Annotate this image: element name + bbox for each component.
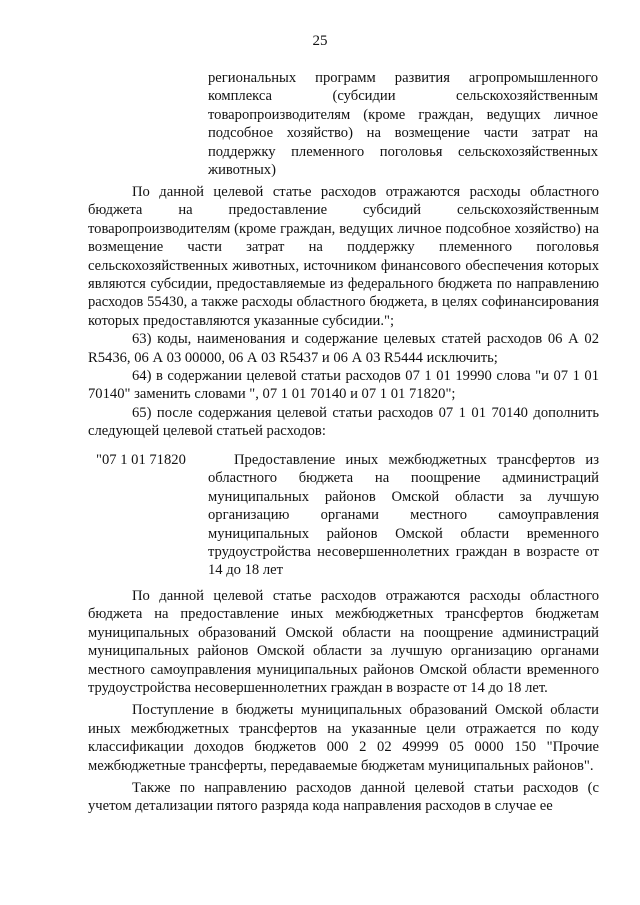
- lower-paragraph-1: По данной целевой статье расходов отражаются расходы областного бюджета на предоставление иных межбюджетных трансфертов бюджетам муниципальных образований Омской области на поощрение администраций муниципальных районов Омской области за лучшую организацию органами местного самоуправления муниципальных районов Омской области временного трудоустройства несовершеннолетних граждан в возрасте от 14 до 18 лет.: [88, 588, 599, 697]
- paragraph-1: По данной целевой статье расходов отражаются расходы областного бюджета на предоставление субсидий сельскохозяйственным товаропроизводителям (кроме граждан, ведущих личное подсобное хозяйство) на возмещение части затрат на поддержку племенного поголовья сельскохозяйственных животных, источником финансового обеспечения которых являются субсидии, предоставляемые из федерального бюджета по направлению расходов 55430, а также расходы областного бюджета, в целях софинансирования которых предоставляются указанные субсидии.";: [88, 184, 599, 329]
- main-text-block: [88, 183, 599, 441]
- paragraph-64: 64) в содержании целевой статьи расходов 07 1 01 19990 слова "и 07 1 01 70140" заменить словами ", 07 1 01 70140 и 07 1 01 71820";: [88, 368, 599, 403]
- intro-title-text: региональных программ развития агропромышленного комплекса (субсидии сельскохозяйственным товаропроизводителям (кроме граждан, ведущих личное подсобное хозяйство) на возмещение части затрат на поддержку племенного поголовья сельскохозяйственных животных): [208, 70, 598, 179]
- paragraph-65: 65) после содержания целевой статьи расходов 07 1 01 70140 дополнить следующей целевой статьей расходов:: [88, 404, 599, 440]
- lower-paragraph-2: Поступление в бюджеты муниципальных образований Омской области иных межбюджетных трансфертов на указанные цели отражается по коду классификации доходов бюджетов 000 2 02 49999 05 0000 150 "Прочие межбюджетные трансферты, передаваемые бюджетам муниципальных районов".: [88, 702, 599, 774]
- lower-paragraph-3: Также по направлению расходов данной целевой статьи расходов (с учетом детализации пятого разряда кода направления расходов в случае ее: [88, 780, 599, 815]
- paragraph-63: 63) коды, наименования и содержание целевых статей расходов 06 А 02 R5436, 06 А 03 00000, 06 А 03 R5437 и 06 А 03 R5444 исключить;: [88, 331, 599, 366]
- budget-code: "07 1 01 71820: [96, 452, 186, 468]
- lower-text-block: [88, 587, 599, 816]
- page-number: 25: [312, 33, 328, 49]
- target-article-title-continuation: [208, 69, 598, 179]
- budget-code-description: Предоставление иных межбюджетных трансфертов из областного бюджета на поощрение администраций муниципальных районов Омской области за лучшую организацию органами местного самоуправления муниципальных районов Омской области временного трудоустройства несовершеннолетних граждан в возрасте от 14 до 18 лет: [208, 452, 599, 579]
